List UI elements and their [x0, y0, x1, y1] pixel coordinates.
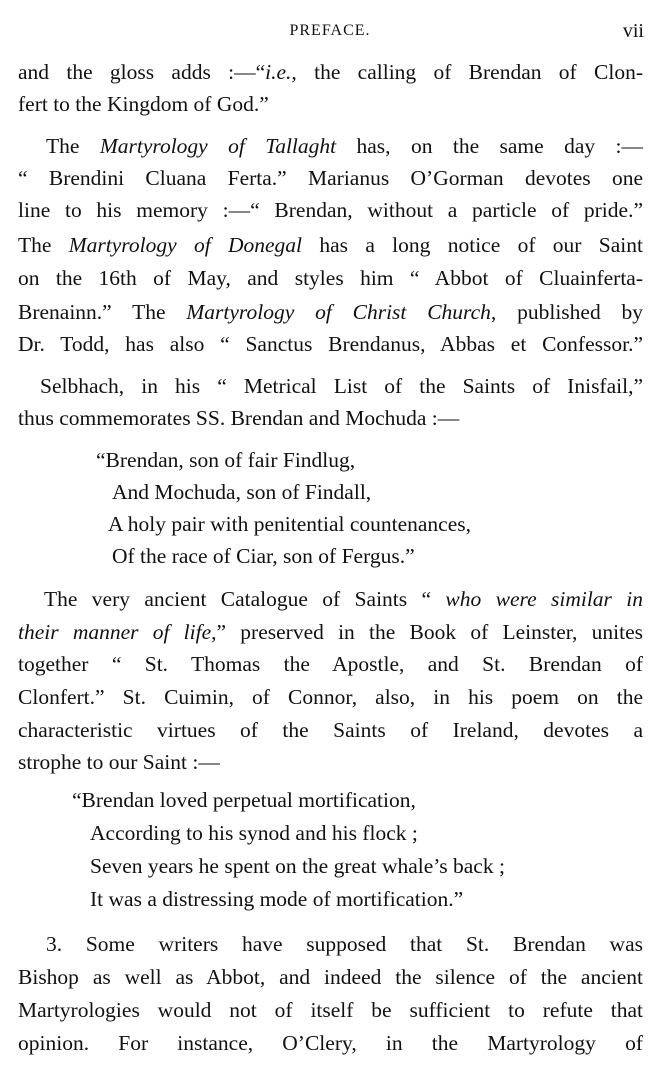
text-line: Selbhach, in his “ Metrical List of the Saints of Inisfail,” [40, 374, 643, 398]
text-line: fert to the Kingdom of God.” [18, 92, 269, 116]
verse-line: Seven years he spent on the great whale’s back ; [90, 854, 505, 878]
italic-text: Martyrology of Christ Church, [186, 300, 497, 324]
italic-text: Martyrology of Tallaght [99, 134, 337, 158]
text-line: opinion. For instance, O’Clery, in the Martyrology of [18, 1031, 643, 1055]
text-line: The Martyrology of Tallaght has, on the same day :— [46, 134, 643, 158]
text-line: thus commemorates SS. Brendan and Mochuda :— [18, 406, 460, 430]
verse-line: Of the race of Ciar, son of Fergus.” [112, 544, 415, 568]
text-line: Brenainn.” The Martyrology of Christ Church, published by [18, 300, 644, 324]
italic-text: Martyrology of Donegal [68, 233, 303, 257]
verse-line: “Brendan loved perpetual mortification, [72, 788, 416, 812]
text-line: The very ancient Catalogue of Saints “ who were similar in [44, 587, 643, 611]
page-number: vii [622, 20, 644, 42]
text-line: their manner of life,” preserved in the Book of Leinster, unites [18, 620, 643, 644]
running-head: PREFACE. [289, 22, 371, 39]
text-line: “ Brendini Cluana Ferta.” Marianus O’Gorman devotes one [18, 166, 643, 190]
text-line: line to his memory :—“ Brendan, without a particle of pride.” [18, 198, 643, 222]
italic-text: who were similar in [445, 587, 643, 611]
text-line: characteristic virtues of the Saints of Ireland, devotes a [18, 718, 643, 742]
text-line: together “ St. Thomas the Apostle, and St. Brendan of [18, 652, 643, 676]
text-line: and the gloss adds :—“i.e., the calling of Brendan of Clon- [18, 60, 643, 84]
text-line: Bishop as well as Abbot, and indeed the silence of the ancient [18, 965, 643, 989]
verse-line: It was a distressing mode of mortification.” [90, 887, 464, 911]
verse-line: And Mochuda, son of Findall, [112, 480, 372, 504]
text-line: Clonfert.” St. Cuimin, of Connor, also, in his poem on the [18, 685, 643, 709]
text-line: Martyrologies would not of itself be sufficient to refute that [18, 998, 643, 1022]
text-line: on the 16th of May, and styles him “ Abbot of Cluainferta- [18, 266, 643, 290]
verse-line: According to his synod and his flock ; [90, 821, 418, 845]
text-line: strophe to our Saint :— [18, 750, 220, 774]
verse-line: A holy pair with penitential countenances, [108, 512, 472, 536]
italic-text: i.e., [265, 60, 297, 84]
verse-line: “Brendan, son of fair Findlug, [96, 448, 356, 472]
italic-text: their manner of life, [18, 620, 217, 644]
text-line: Dr. Todd, has also “ Sanctus Brendanus, Abbas et Confessor.” [18, 332, 643, 356]
text-line: The Martyrology of Donegal has a long notice of our Saint [18, 233, 643, 257]
page-header [0, 18, 660, 44]
text-line: 3. Some writers have supposed that St. Brendan was [46, 932, 643, 956]
